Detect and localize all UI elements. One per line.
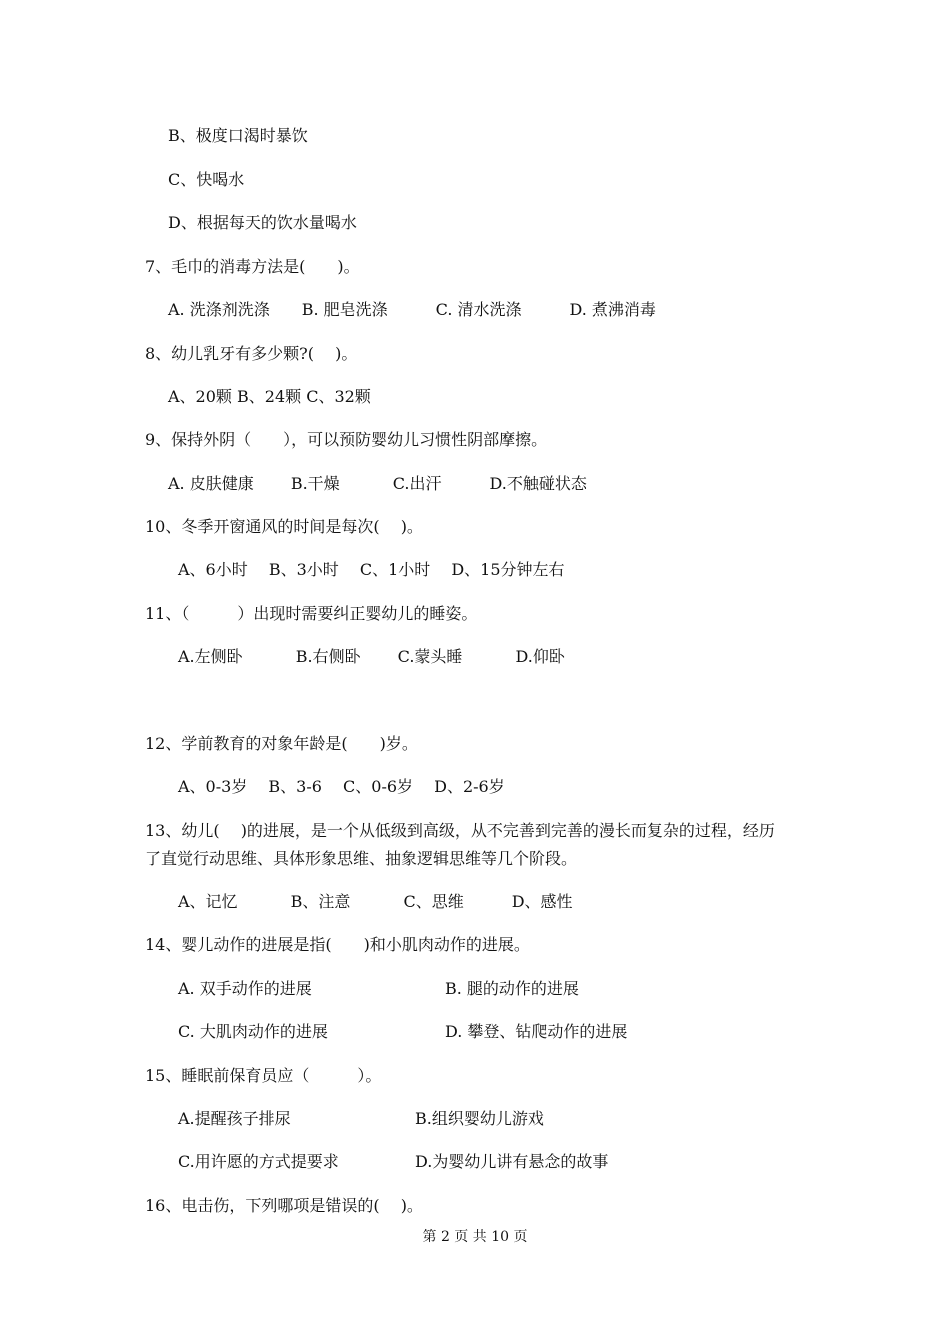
question-8-stem: 8、幼儿乳牙有多少颗?( )。 [145,344,358,363]
question-13-stem-line-2: 了直觉行动思维、具体形象思维、抽象逻辑思维等几个阶段。 [145,849,578,868]
question-14-option-c: C. 大肌肉动作的进展 [178,1022,328,1041]
question-15-option-a: A.提醒孩子排尿 [178,1109,291,1128]
question-15-option-d: D.为婴幼儿讲有悬念的故事 [415,1152,609,1171]
page-footer: 第 2 页 共 10 页 [422,1229,528,1245]
question-14-option-b: B. 腿的动作的进展 [445,979,579,998]
question-14-option-a: A. 双手动作的进展 [178,979,312,998]
question-14-option-d: D. 攀登、钻爬动作的进展 [445,1022,628,1041]
prev-option-d: D、根据每天的饮水量喝水 [168,213,357,232]
question-9-stem: 9、保持外阴（ ），可以预防婴幼儿习惯性阴部摩擦。 [145,430,548,449]
question-16-stem: 16、电击伤，下列哪项是错误的( )。 [145,1196,423,1215]
question-10-stem: 10、冬季开窗通风的时间是每次( )。 [145,517,423,536]
question-7-stem: 7、毛巾的消毒方法是( )。 [145,257,360,276]
question-15-stem: 15、睡眠前保育员应（ ）。 [145,1066,382,1085]
prev-option-b: B、极度口渴时暴饮 [168,126,308,145]
question-13-options: A、记忆 B、注意 C、思维 D、感性 [178,892,573,911]
question-10-options: A、6小时 B、3小时 C、1小时 D、15分钟左右 [178,560,565,579]
question-7-options: A. 洗涤剂洗涤 B. 肥皂洗涤 C. 清水洗涤 D. 煮沸消毒 [168,300,656,319]
question-8-options: A、20颗 B、24颗 C、32颗 [168,387,371,406]
question-12-stem: 12、学前教育的对象年龄是( )岁。 [145,734,418,753]
prev-option-c: C、快喝水 [168,170,245,189]
question-12-options: A、0-3岁 B、3-6 C、0-6岁 D、2-6岁 [178,777,505,796]
question-13-stem-line-1: 13、幼儿( )的进展，是一个从低级到高级，从不完善到完善的漫长而复杂的过程，经历 [145,821,775,840]
question-11-options: A.左侧卧 B.右侧卧 C.蒙头睡 D.仰卧 [178,647,565,666]
question-11-stem: 11、（ ）出现时需要纠正婴幼儿的睡姿。 [145,604,478,623]
question-9-options: A. 皮肤健康 B.干燥 C.出汗 D.不触碰状态 [168,474,587,493]
question-15-option-c: C.用许愿的方式提要求 [178,1152,339,1171]
question-15-option-b: B.组织婴幼儿游戏 [415,1109,544,1128]
question-14-stem: 14、婴儿动作的进展是指( )和小肌肉动作的进展。 [145,935,530,954]
